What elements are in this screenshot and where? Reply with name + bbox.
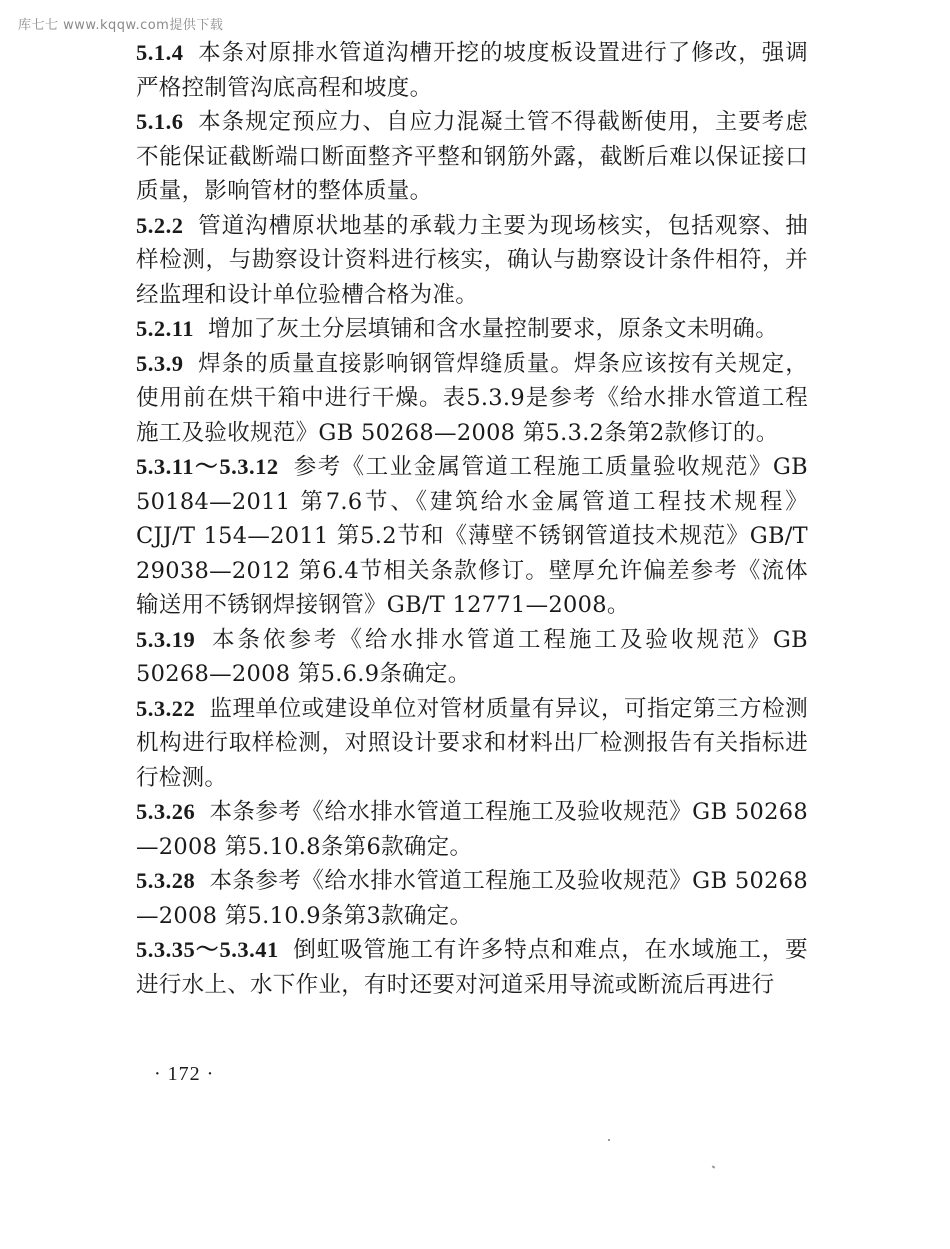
clause-5-3-22 — [136, 692, 808, 796]
clause-number: 5.3.26 — [136, 799, 196, 824]
document-page — [136, 36, 808, 1002]
clause-text: 本条参考《给水排水管道工程施工及验收规范》GB 50268—2008 第5.10.8条第6款确定。 — [136, 799, 808, 860]
clause-5-2-11 — [136, 312, 808, 347]
scan-speck — [608, 1139, 610, 1141]
page-number: · 172 · — [154, 1063, 215, 1085]
clause-5-1-6 — [136, 105, 808, 209]
clause-number: 5.3.11～5.3.12 — [136, 454, 279, 479]
clause-5-3-19 — [136, 623, 808, 692]
clause-number: 5.3.35～5.3.41 — [136, 937, 279, 962]
clause-text: 本条参考《给水排水管道工程施工及验收规范》GB 50268—2008 第5.10.9条第3款确定。 — [136, 868, 808, 929]
clause-number: 5.1.4 — [136, 40, 184, 65]
clause-number: 5.3.28 — [136, 868, 196, 893]
clause-5-3-9 — [136, 347, 808, 451]
clause-text: 监理单位或建设单位对管材质量有异议，可指定第三方检测机构进行取样检测，对照设计要求和材料出厂检测报告有关指标进行检测。 — [136, 695, 808, 791]
clause-text: 焊条的质量直接影响钢管焊缝质量。焊条应该按有关规定，使用前在烘干箱中进行干燥。表5.3.9是参考《给水排水管道工程施工及验收规范》GB 50268—2008 第5.3.2条第2款修订的。 — [136, 350, 808, 446]
clause-5-3-35-41 — [136, 933, 808, 1002]
clause-text: 倒虹吸管施工有许多特点和难点，在水域施工，要进行水上、水下作业，有时还要对河道采用导流或断流后再进行 — [136, 937, 808, 998]
clause-number: 5.3.19 — [136, 626, 196, 652]
clause-5-2-2 — [136, 209, 808, 313]
clause-number: 5.3.9 — [136, 350, 184, 376]
clause-5-3-26 — [136, 795, 808, 864]
clause-text: 管道沟槽原状地基的承载力主要为现场核实，包括观察、抽样检测，与勘察设计资料进行核实，确认与勘察设计条件相符，并经监理和设计单位验槽合格为准。 — [136, 212, 808, 308]
clause-number: 5.2.2 — [136, 212, 184, 238]
clause-5-3-11-12 — [136, 450, 808, 623]
clause-text: 本条依参考《给水排水管道工程施工及验收规范》GB 50268—2008 第5.6.9条确定。 — [136, 626, 808, 687]
watermark-text: 库七七 www.kqqw.com提供下载 — [18, 18, 224, 33]
scan-speck — [712, 1165, 716, 1168]
clause-5-1-4 — [136, 36, 808, 105]
clause-number: 5.2.11 — [136, 316, 195, 341]
clause-text: 本条对原排水管道沟槽开挖的坡度板设置进行了修改，强调严格控制管沟底高程和坡度。 — [136, 40, 808, 101]
clause-text: 本条规定预应力、自应力混凝土管不得截断使用，主要考虑不能保证截断端口断面整齐平整和钢筋外露，截断后难以保证接口质量，影响管材的整体质量。 — [136, 109, 808, 204]
clause-text: 增加了灰土分层填铺和含水量控制要求，原条文未明确。 — [208, 316, 779, 342]
clause-number: 5.1.6 — [136, 109, 184, 134]
clause-text: 参考《工业金属管道工程施工质量验收规范》GB 50184—2011 第7.6节、《建筑给水金属管道工程技术规程》CJJ/T 154—2011 第5.2节和《薄壁不锈钢管道技术规范》GB/T 29038—2012 第6.4节相关条款修订。壁厚允许偏差参考《流体输送用不锈钢焊接钢管》GB/T 12771—2008。 — [136, 454, 808, 618]
clause-number: 5.3.22 — [136, 695, 196, 721]
clause-5-3-28 — [136, 864, 808, 933]
